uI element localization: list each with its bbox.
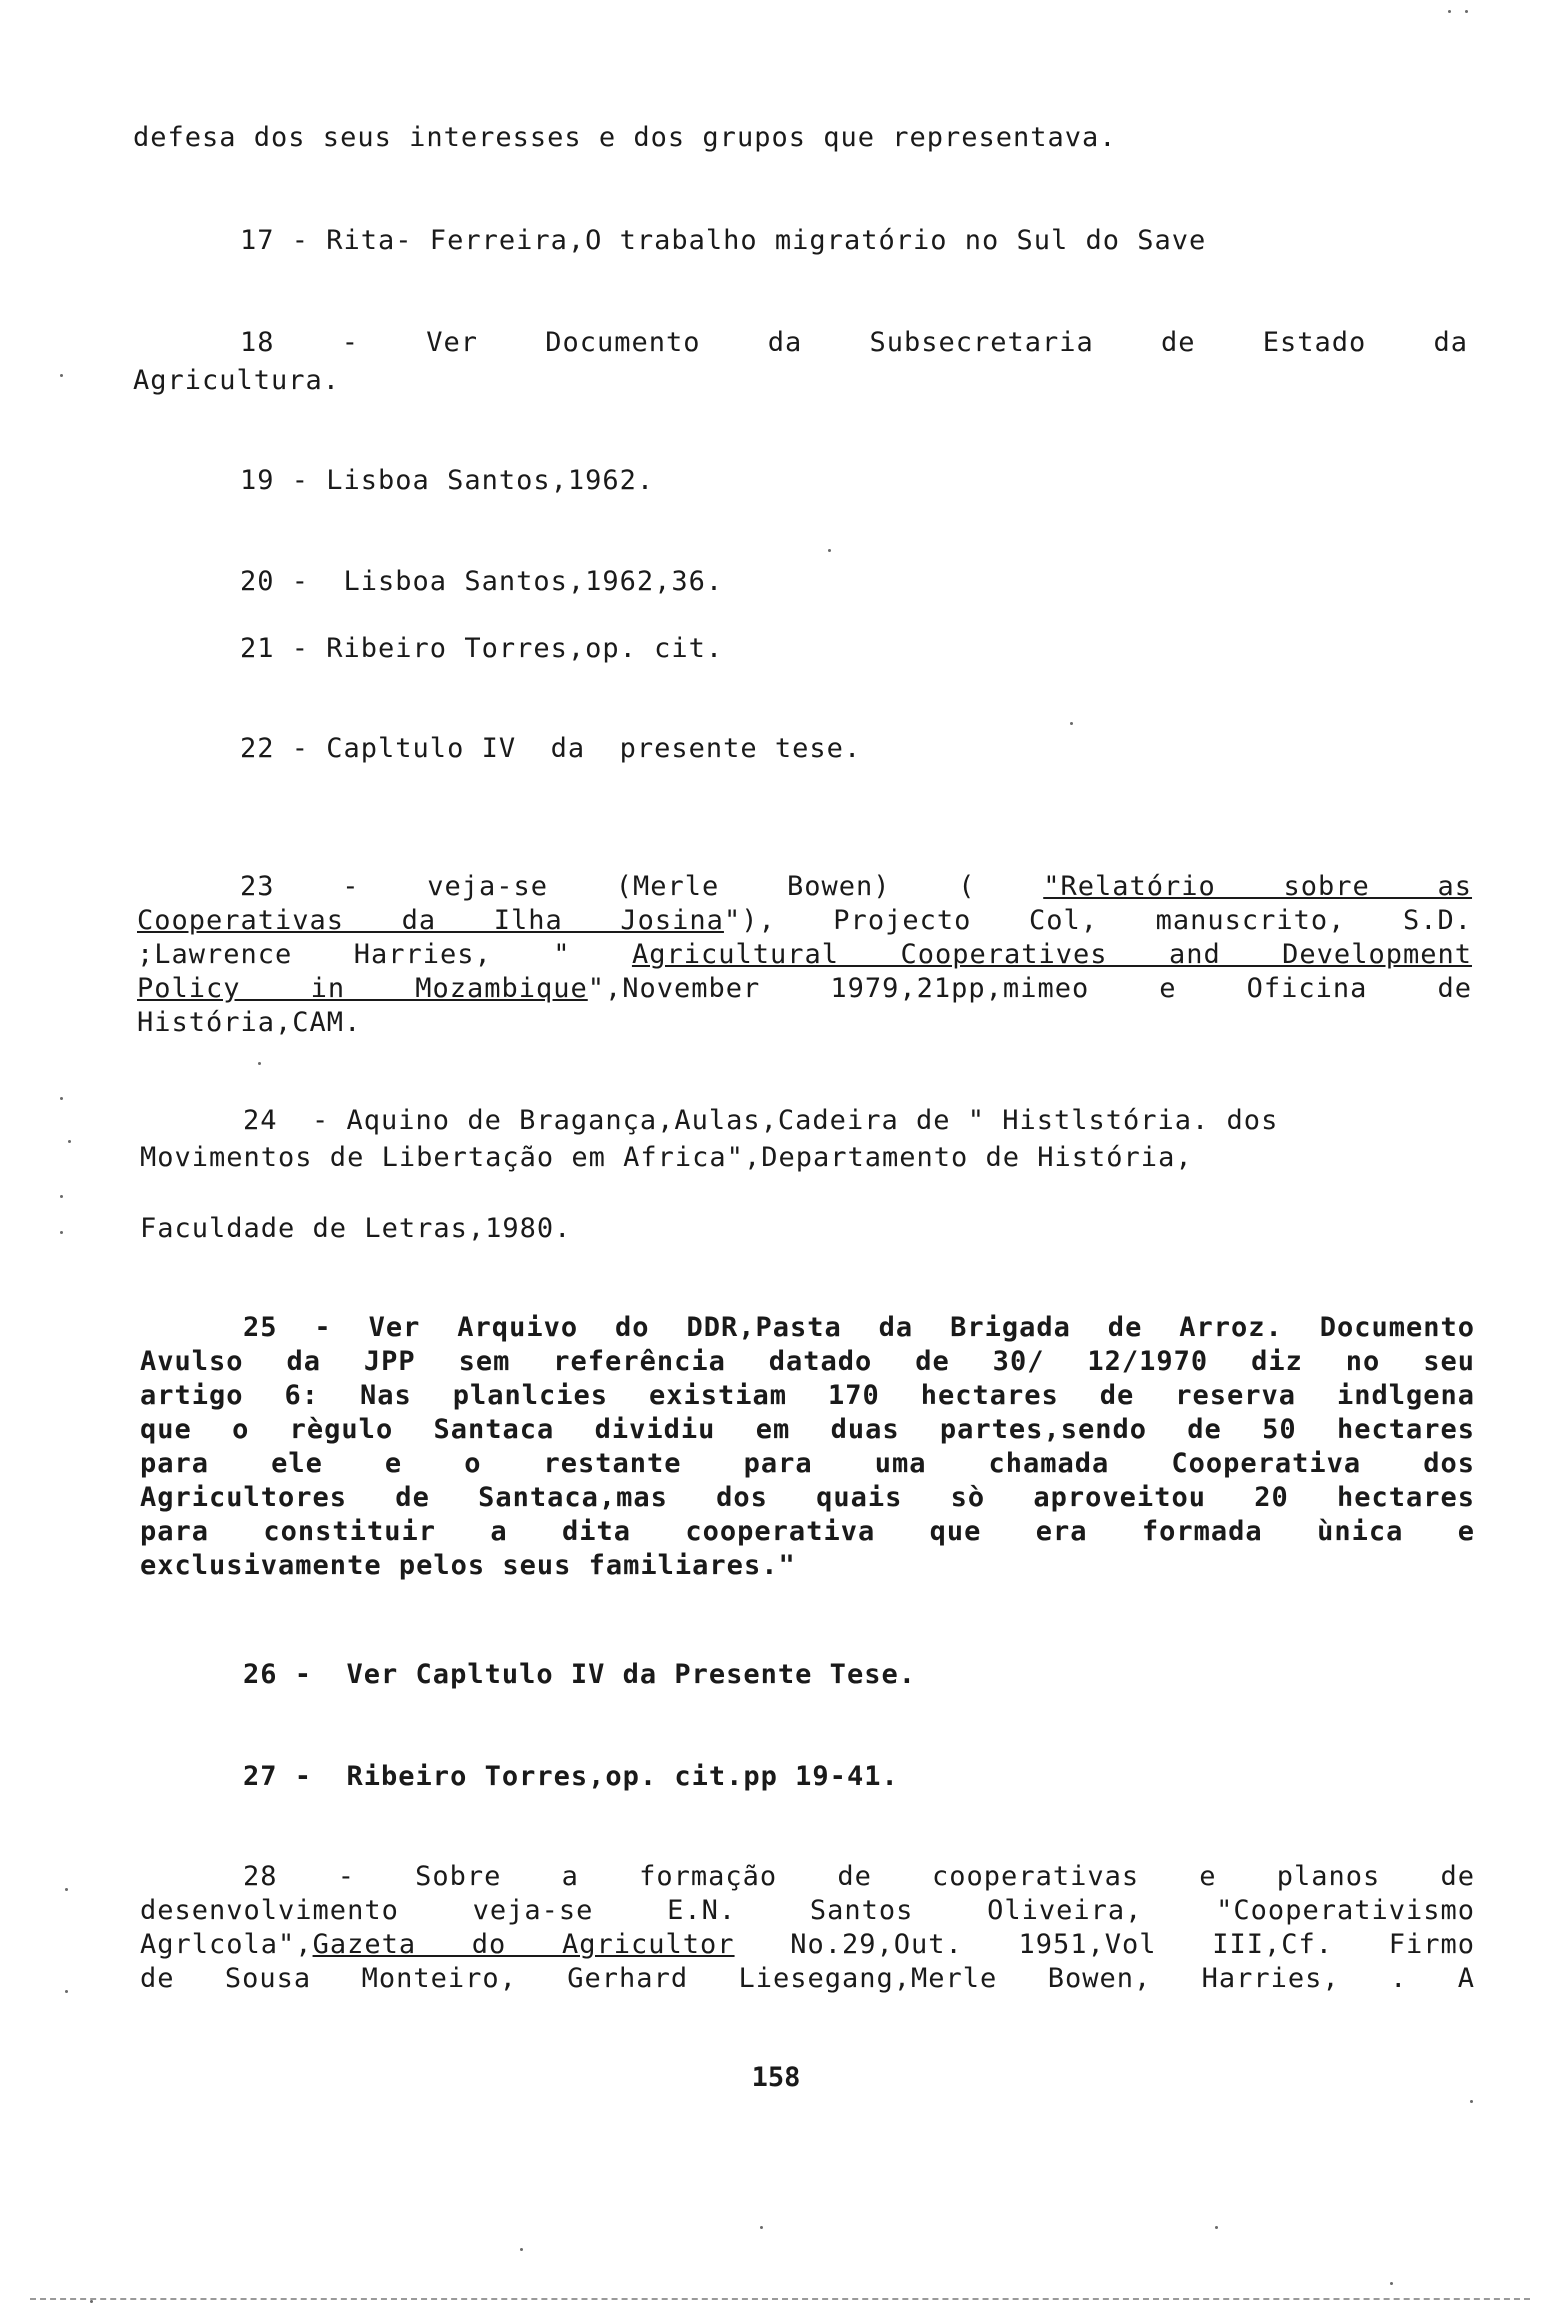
text-line-continuation: defesa dos seus interesses e dos grupos que representava. (133, 122, 1117, 153)
footnote-28-line3 (140, 1928, 1475, 1962)
scan-speck (65, 1990, 68, 1993)
footnote-28-text: No.29,Out. 1951,Vol III,Cf. Firmo (734, 1929, 1476, 1960)
footnote-23-text: ",November 1979,21pp,mimeo e Oficina de (587, 973, 1472, 1004)
footnote-23-text: "), Projecto Col, manuscrito, S.D. (723, 905, 1472, 936)
footnote-23-line5: História,CAM. (137, 1007, 362, 1038)
footnote-27: 27 - Ribeiro Torres,op. cit.pp 19-41. (243, 1761, 899, 1792)
footnote-23-line3 (137, 938, 1472, 972)
scan-speck (60, 374, 63, 377)
scan-speck (258, 1062, 261, 1065)
footnote-23 (137, 870, 1472, 1040)
scan-speck (1448, 10, 1451, 13)
page-number: 158 (751, 2062, 801, 2093)
title-relatorio: "Relatório sobre as (1043, 871, 1473, 902)
scan-speck (1070, 722, 1073, 725)
footnote-25-line4: que o règulo Santaca dividiu em duas partes,sendo de 50 hectares (140, 1414, 1475, 1445)
footnote-18-line2: Agricultura. (133, 365, 341, 396)
footnote-28-line1: 28 - Sobre a formação de cooperativas e planos de (243, 1861, 1475, 1892)
footnote-19: 19 - Lisboa Santos,1962. (240, 465, 655, 496)
footnote-24-line3: Faculdade de Letras,1980. (140, 1213, 572, 1244)
footnote-23-text: ;Lawrence Harries, " (137, 939, 632, 970)
footnote-18-line1: 18 - Ver Documento da Subsecretaria de Estado da (240, 327, 1468, 358)
scan-speck (60, 1097, 63, 1100)
scan-speck (65, 1888, 68, 1891)
footnote-28-text: Agrlcola", (140, 1929, 313, 1960)
scan-speck (828, 549, 831, 552)
scan-speck (90, 2300, 93, 2303)
footnote-28-line2: desenvolvimento veja-se E.N. Santos Oliveira, "Cooperativismo (140, 1895, 1475, 1926)
title-agricultural-cooperatives: Agricultural Cooperatives and Development (631, 939, 1472, 970)
footnote-20: 20 - Lisboa Santos,1962,36. (240, 566, 724, 597)
title-policy-mozambique: Policy in Mozambique (137, 973, 588, 1004)
footnote-23-text: 23 - veja-se (Merle Bowen) ( (240, 871, 1044, 902)
footnote-25-line3: artigo 6: Nas planlcies existiam 170 hectares de reserva indlgena (140, 1380, 1475, 1411)
scan-speck (1470, 2100, 1473, 2103)
scan-speck (1215, 2226, 1218, 2229)
footnote-28 (140, 1860, 1475, 1996)
footnote-24-line1: 24 - Aquino de Bragança,Aulas,Cadeira de " Histlstória. dos (243, 1105, 1279, 1136)
footnote-25-line8: exclusivamente pelos seus familiares." (140, 1550, 796, 1581)
title-gazeta-do-agricultor: Gazeta do Agricultor (312, 1929, 735, 1960)
footnote-25-line7: para constituir a dita cooperativa que era formada ùnica e (140, 1516, 1475, 1547)
scan-speck (760, 2226, 763, 2229)
bottom-scan-edge (30, 2298, 1530, 2300)
footnote-23-line2 (137, 904, 1472, 938)
footnote-21: 21 - Ribeiro Torres,op. cit. (240, 633, 724, 664)
footnote-22: 22 - Capltulo IV da presente tese. (240, 733, 862, 764)
footnote-24-line2: Movimentos de Libertação em Africa",Departamento de História, (140, 1142, 1193, 1173)
footnote-25-line6: Agricultores de Santaca,mas dos quais sò aproveitou 20 hectares (140, 1482, 1475, 1513)
footnote-23-line4 (137, 972, 1472, 1006)
footnote-25-line1: 25 - Ver Arquivo do DDR,Pasta da Brigada de Arroz. Documento (243, 1312, 1475, 1343)
scan-speck (60, 1195, 63, 1198)
scan-speck (1465, 10, 1468, 13)
title-cooperativas-ilha-josina: Cooperativas da Ilha Josina (137, 905, 724, 936)
footnote-25-line5: para ele e o restante para uma chamada Cooperativa dos (140, 1448, 1475, 1479)
footnote-17: 17 - Rita- Ferreira,O trabalho migratório no Sul do Save (240, 225, 1207, 256)
footnote-26: 26 - Ver Capltulo IV da Presente Tese. (243, 1659, 916, 1690)
footnote-23-line1 (137, 870, 1472, 904)
scan-speck (68, 1140, 71, 1143)
scan-speck (60, 1231, 63, 1234)
scan-speck (1390, 2282, 1393, 2285)
footnote-25 (140, 1311, 1475, 1583)
scan-speck (520, 2248, 523, 2251)
footnote-28-line4: de Sousa Monteiro, Gerhard Liesegang,Merle Bowen, Harries, . A (140, 1963, 1475, 1994)
footnote-25-line2: Avulso da JPP sem referência datado de 30/ 12/1970 diz no seu (140, 1346, 1475, 1377)
